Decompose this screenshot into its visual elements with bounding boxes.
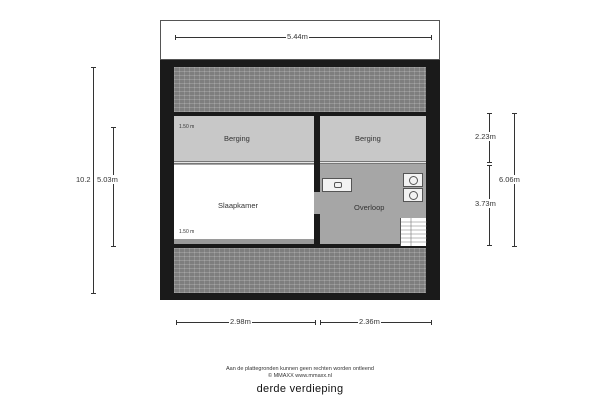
room-label-berging-right: Berging — [355, 134, 381, 143]
bedroom-door — [314, 192, 320, 214]
dimension-tick — [487, 165, 492, 166]
dimension-tick — [111, 246, 116, 247]
bedroom — [174, 165, 314, 239]
dimension-tick — [512, 246, 517, 247]
dimension-tick — [487, 113, 492, 114]
dimension-tick — [111, 127, 116, 128]
storage-room-left — [174, 116, 314, 161]
basin-icon — [334, 182, 342, 188]
dimension-tick — [91, 293, 96, 294]
roof-slope-bottom — [174, 248, 426, 293]
roof-slope-top — [174, 67, 426, 112]
dimension-tick — [487, 245, 492, 246]
disclaimer-text: Aan de plattegronden kunnen geen rechten worden ontleend — [225, 366, 374, 372]
washbasin — [322, 178, 352, 192]
dimension-tick — [512, 113, 517, 114]
dimension-tick — [431, 320, 432, 325]
dimension-tick — [175, 35, 176, 40]
right-bottom-label: 3.73m — [475, 199, 496, 208]
washing-machine — [403, 173, 423, 187]
left-outer-label: 10.2 — [76, 175, 91, 184]
floor-plan — [160, 60, 440, 300]
knee-wall-left — [174, 161, 314, 164]
dimension-tick — [320, 320, 321, 325]
drum-icon — [409, 191, 418, 200]
storage-room-right — [320, 116, 426, 161]
knee-wall-right — [320, 161, 426, 164]
dimension-line — [113, 127, 114, 247]
floor-title: derde verdieping — [256, 383, 344, 395]
room-label-berging-left: Berging — [224, 134, 250, 143]
bottom-right-label: 2.36m — [359, 317, 380, 326]
dimension-tick — [487, 162, 492, 163]
dryer — [403, 188, 423, 202]
dimension-line — [93, 67, 94, 294]
dimension-tick — [176, 320, 177, 325]
stair-steps-icon — [401, 218, 427, 246]
left-inner-label: 5.03m — [97, 175, 118, 184]
dimension-tick — [431, 35, 432, 40]
right-top-label: 2.23m — [475, 132, 496, 141]
dimension-tick — [91, 67, 96, 68]
room-label-overloop: Overloop — [354, 203, 385, 212]
height-mark-upper: 1.50 m — [179, 124, 195, 130]
credit-text: © MMAXX www.mmaxx.nl — [268, 373, 332, 379]
dimension-tick — [315, 320, 316, 325]
top-width-label: 5.44m — [287, 32, 308, 41]
staircase — [400, 218, 426, 246]
bedroom-knee-strip — [174, 239, 314, 244]
right-total-label: 6.06m — [499, 175, 520, 184]
drum-icon — [409, 176, 418, 185]
room-label-slaapkamer: Slaapkamer — [218, 201, 259, 210]
bottom-left-label: 2.98m — [230, 317, 251, 326]
height-mark-lower: 1.50 m — [179, 229, 195, 235]
